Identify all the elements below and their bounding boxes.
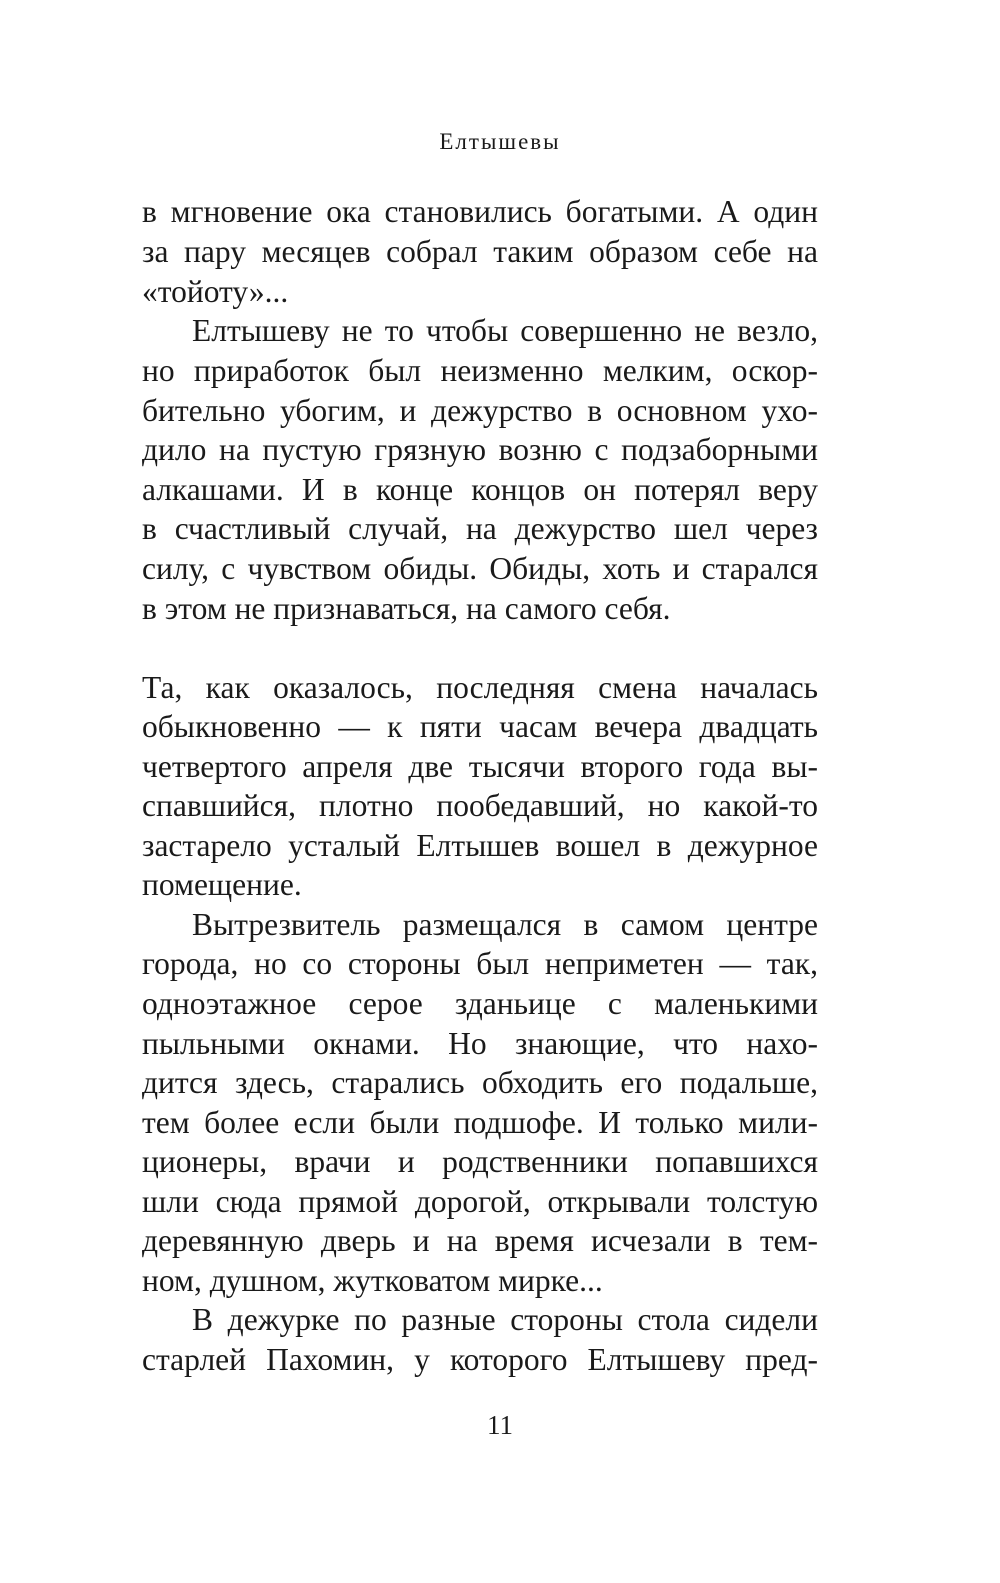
text-line: обыкновенно — к пяти часам вечера двадцать: [142, 709, 818, 744]
text-line: в мгновение ока становились богатыми. А один: [142, 194, 818, 229]
text-line: в счастливый случай, на дежурство шел через: [142, 511, 818, 546]
text-line: тем более если были подшофе. И только мили-: [142, 1105, 818, 1140]
text-line: дило на пустую грязную возню с подзаборными: [142, 432, 818, 467]
text-line: силу, с чувством обиды. Обиды, хоть и старался: [142, 551, 818, 586]
page-number: 11: [487, 1410, 513, 1440]
text-line: города, но со стороны был неприметен — так,: [142, 946, 818, 981]
text-line: за пару месяцев собрал таким образом себе на: [142, 234, 818, 269]
text-line: ционеры, врачи и родственники попавшихся: [142, 1144, 818, 1179]
text-line: пыльными окнами. Но знающие, что нахо-: [142, 1026, 818, 1061]
text-line: алкашами. И в конце концов он потерял веру: [142, 472, 818, 507]
text-line: но приработок был неизменно мелким, оскор-: [142, 353, 818, 388]
text-line: спавшийся, плотно пообедавший, но какой-то: [142, 788, 818, 823]
text-line: старлей Пахомин, у которого Елтышеву пред-: [142, 1342, 818, 1377]
text-line: помещение.: [142, 867, 302, 902]
text-line: деревянную дверь и на время исчезали в тем-: [142, 1223, 818, 1258]
text-line: одноэтажное серое зданьице с маленькими: [142, 986, 818, 1021]
text-line: застарело усталый Елтышев вошел в дежурное: [142, 828, 818, 863]
text-line: дится здесь, старались обходить его подальше,: [142, 1065, 818, 1100]
text-line: Елтышеву не то чтобы совершенно не везло,: [192, 313, 818, 348]
text-line: бительно убогим, и дежурство в основном ухо-: [142, 393, 818, 428]
text-line: ном, душном, жутковатом мирке...: [142, 1263, 603, 1298]
text-line: в этом не признаваться, на самого себя.: [142, 591, 671, 626]
text-line: шли сюда прямой дорогой, открывали толстую: [142, 1184, 818, 1219]
text-line: «тойоту»...: [142, 274, 289, 309]
running-header: Елтышевы: [439, 129, 561, 154]
text-line: В дежурке по разные стороны стола сидели: [192, 1302, 818, 1337]
text-line: четвертого апреля две тысячи второго года вы-: [142, 749, 818, 784]
text-line: Та, как оказалось, последняя смена началась: [142, 670, 818, 705]
text-line: Вытрезвитель размещался в самом центре: [192, 907, 818, 942]
